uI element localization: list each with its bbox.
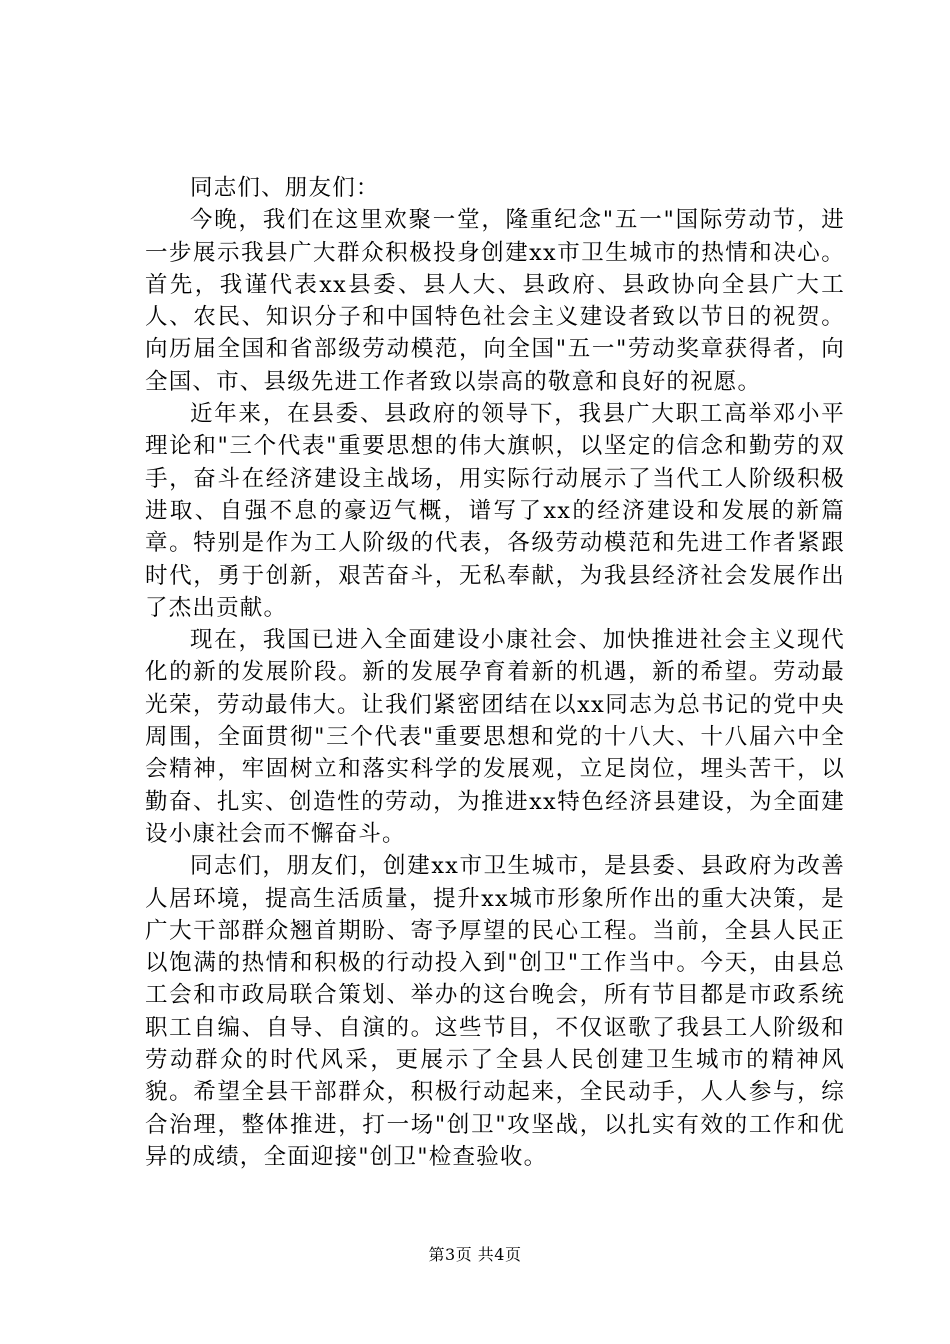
page-number-footer: 第3页 共4页: [428, 1245, 522, 1264]
salutation: 同志们、朋友们：: [190, 175, 380, 201]
paragraph-labor-day-greeting: 今晚，我们在这里欢聚一堂，隆重纪念"五一"国际劳动节，进一步展示我县广大群众积极投身创建xx市卫生城市的热情和决心。首先，我谨代表xx县委、县人大、县政府、县政协向全县广大工人、农民、知识分子和中国特色社会主义建设者致以节日的祝贺。向历届全国和省部级劳动模范，向全国"五一"劳动奖章获得者，向全国、市、县级先进工作者致以崇高的敬意和良好的祝愿。: [145, 207, 845, 395]
speech-body: [145, 172, 845, 1173]
paragraph-sanitary-city-campaign: 同志们，朋友们，创建xx市卫生城市，是县委、县政府为改善人居环境，提高生活质量，提升xx城市形象所作出的重大决策，是广大干部群众翘首期盼、寄予厚望的民心工程。当前，全县人民正以饱满的热情和积极的行动投入到"创卫"工作当中。今天，由县总工会和市政局联合策划、举办的这台晚会，所有节目都是市政系统职工自编、自导、自演的。这些节目，不仅讴歌了我县工人阶级和劳动群众的时代风采，更展示了全县人民创建卫生城市的精神风貌。希望全县干部群众，积极行动起来，全民动手，人人参与，综合治理，整体推进，打一场"创卫"攻坚战，以扎实有效的工作和优异的成绩，全面迎接"创卫"检查验收。: [145, 853, 845, 1170]
paragraph-new-development-stage: 现在，我国已进入全面建设小康社会、加快推进社会主义现代化的新的发展阶段。新的发展孕育着新的机遇，新的希望。劳动最光荣，劳动最伟大。让我们紧密团结在以xx同志为总书记的党中央周围，全面贯彻"三个代表"重要思想和党的十八大、十八届六中全会精神，牢固树立和落实科学的发展观，立足岗位，埋头苦干，以勤奋、扎实、创造性的劳动，为推进xx特色经济县建设，为全面建设小康社会而不懈奋斗。: [145, 627, 845, 847]
paragraph-recent-achievements: 近年来，在县委、县政府的领导下，我县广大职工高举邓小平理论和"三个代表"重要思想的伟大旗帜，以坚定的信念和勤劳的双手，奋斗在经济建设主战场，用实际行动展示了当代工人阶级积极进取、自强不息的豪迈气概，谱写了xx的经济建设和发展的新篇章。特别是作为工人阶级的代表，各级劳动模范和先进工作者紧跟时代，勇于创新，艰苦奋斗，无私奉献，为我县经济社会发展作出了杰出贡献。: [145, 401, 845, 621]
